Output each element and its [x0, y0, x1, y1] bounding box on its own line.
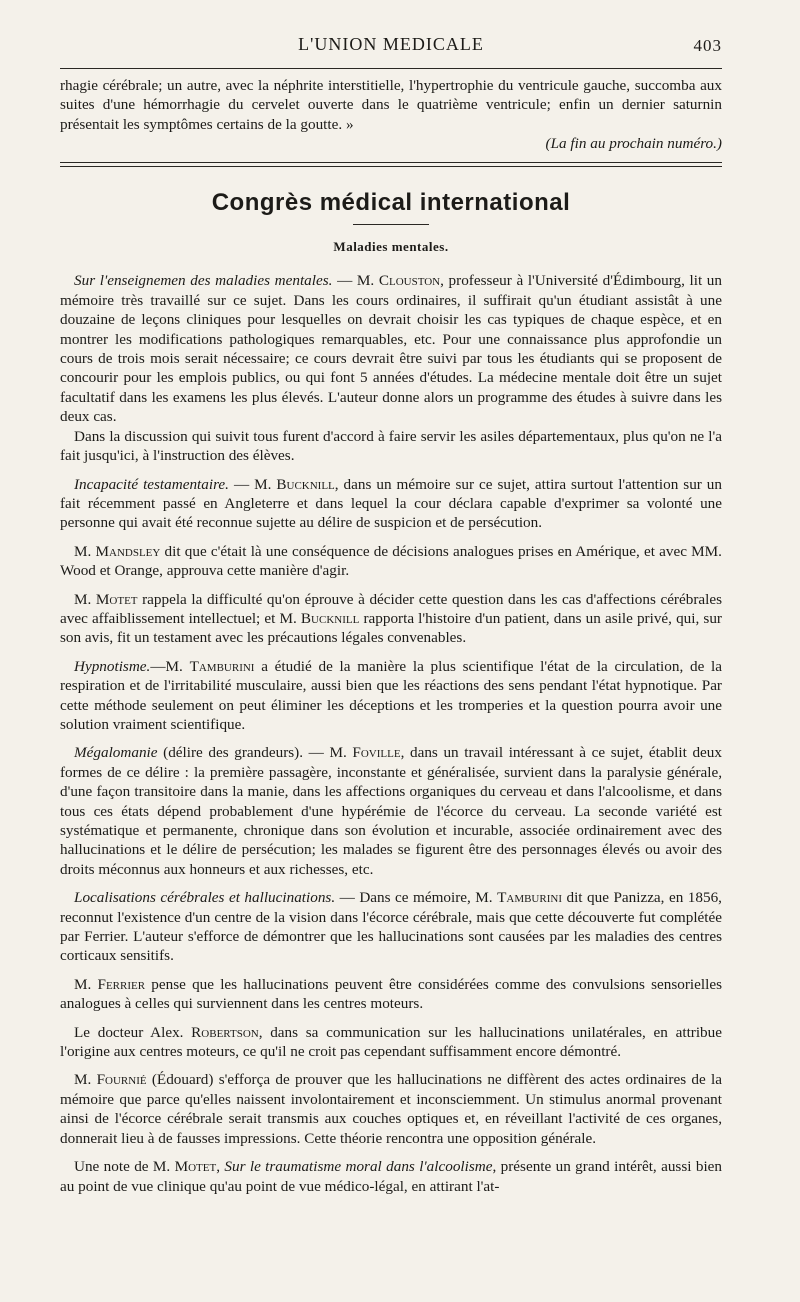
entry-enseignement [60, 271, 722, 465]
paragraph-prefix: M. [74, 1071, 97, 1089]
work-title: Sur le traumatisme moral dans l'alcoolisme [224, 1158, 493, 1176]
paragraph-text: dit que Panizza, en 1856, reconnut l'existence d'un centre de la vision dans l'écorce cérébrale, mais que cette découverte fut complétée par Ferrier. L'auteur s'efforce de démontrer que les hallucinations sont causées par les maladies des centres corticaux sensitifs. [60, 889, 722, 965]
entry-incapacite [60, 475, 722, 533]
entry-motet-note [60, 1157, 722, 1196]
author-name: Mandsley [95, 542, 161, 560]
section-rule-top [60, 162, 722, 163]
paragraph-prefix: M. [74, 590, 96, 608]
paragraph-prefix: M. [74, 975, 98, 993]
paragraph-text: , dans un mémoire sur ce sujet, attira surtout l'attention sur un fait récemment passé en Angleterre et dans lequel la cour déclara capable d'exprimer sa volonté une personne qui avait été reconnue sujette au délire de suspicion et de persécution. [60, 475, 722, 532]
section-title: Congrès médical international [211, 188, 571, 216]
paragraph-lead: Hypnotisme. [74, 657, 151, 675]
entry-megalomanie [60, 743, 722, 879]
paragraph-lead: Sur l'enseignemen des maladies mentales. [74, 272, 333, 290]
paragraph-dash: — Dans ce mémoire, M. [335, 889, 498, 907]
paragraph-dash: — M. [228, 475, 277, 493]
page-header [60, 32, 722, 62]
paragraph-motet [60, 590, 722, 648]
header-rule [60, 68, 722, 69]
paragraph-megalomanie [60, 743, 722, 879]
paragraph-lead: Incapacité testamentaire. [74, 475, 229, 493]
section-heading [60, 188, 722, 257]
paragraph-enseignement [60, 271, 722, 426]
page-body [60, 76, 722, 1205]
paragraph-prefix: Le docteur Alex. [74, 1023, 192, 1041]
running-title: L'UNION MEDICALE [298, 34, 484, 54]
author-name: Robertson [191, 1023, 259, 1041]
paragraph-prefix: M. [74, 542, 96, 560]
paragraph-text: (Édouard) s'efforça de prouver que les hallucinations ne diffèrent des actes ordinaires de la mémoire que parce qu'elles naissent involontairement et inconsciemment. Un stimulus anormal provenant ainsi de l'écorce cérébrale serait transmis aux couches optiques et, en réveillant l'activité de ces organes, donnerait lieu à de fausses impressions. Cette théorie rencontra une opposition générale. [60, 1071, 722, 1147]
paragraph-prefix: Une note de M. [74, 1158, 175, 1176]
paragraph-text: , présente un grand intérêt, aussi bien au point de vue clinique qu'au point de vue médico-légal, en attirant l'at- [60, 1158, 722, 1195]
section-rule-bottom [60, 166, 722, 167]
entry-robertson [60, 1023, 722, 1062]
author-name: Bucknill [276, 475, 335, 493]
paragraph-mandsley [60, 542, 722, 581]
author-name: Motet [95, 590, 138, 608]
section-subtitle: Maladies mentales. [333, 239, 449, 255]
entry-localisations [60, 888, 722, 966]
paragraph-dash: (délire des grandeurs). — M. [157, 744, 353, 762]
paragraph-hypnotisme [60, 657, 722, 735]
paragraph-robertson [60, 1023, 722, 1062]
intro-paragraph: rhagie cérébrale; un autre, avec la néphrite interstitielle, l'hypertrophie du ventricule gauche, succomba aux suites d'une hémorrhagie du cervelet ouverte dans le quatrième ventricule; enfin un dernier saturnin présentait les symptômes certains de la goutte. » [60, 77, 722, 133]
paragraph-fournie [60, 1070, 722, 1148]
paragraph-localisations [60, 888, 722, 966]
paragraph-dash: —M. [150, 657, 190, 675]
paragraph-ferrier [60, 975, 722, 1014]
paragraph-incapacite [60, 475, 722, 533]
author-name: Fournié [96, 1071, 147, 1089]
paragraph-punct: , [216, 1158, 225, 1176]
paragraph-dash: — M. [332, 272, 379, 290]
entry-mandsley [60, 542, 722, 581]
paragraph-text: rappela la difficulté qu'on éprouve à décider cette question dans les cas d'affections cérébrales avec affaiblissement intellectuel; et M. [60, 590, 722, 627]
author-name: Tamburini [497, 889, 562, 907]
continuation-note: (La fin au prochain numéro.) [545, 135, 722, 153]
entry-fournie [60, 1070, 722, 1148]
paragraph-text: rapporta l'histoire d'un patient, dans un asile privé, qui, sur son avis, fit un testament avec les précautions légales convenables. [60, 609, 722, 647]
paragraph-text: , dans sa communication sur les hallucinations unilatérales, en attribue l'origine aux centres moteurs, ce qu'il ne croit pas cependant suffisamment encore démontré. [60, 1023, 722, 1061]
paragraph-text: a étudié de la manière la plus scientifique l'état de la circulation, de la respiration et de l'irritabilité musculaire, aussi bien que les réactions des sens pendant l'état hypnotique. Par cette méthode seulement on peut éliminer les déceptions et les tromperies et la question pourra avoir une solution vraiment scientifique. [60, 657, 722, 733]
author-name: Tamburini [189, 657, 255, 675]
page-number: 403 [693, 36, 722, 55]
entry-ferrier [60, 975, 722, 1014]
paragraph-discussion: Dans la discussion qui suivit tous furent d'accord à faire servir les asiles départementaux, plus qu'on ne l'a fait jusqu'ici, à l'instruction des élèves. [60, 427, 722, 465]
paragraph-lead: Mégalomanie [74, 744, 158, 762]
author-name: Clouston [378, 272, 441, 290]
author-name: Motet [174, 1158, 217, 1176]
paragraph-lead: Localisations cérébrales et hallucinations. [74, 889, 336, 907]
title-divider [353, 224, 429, 225]
entry-motet [60, 590, 722, 648]
author-name: Ferrier [97, 975, 146, 993]
author-name: Foville [352, 744, 401, 762]
paragraph-text: dit que c'était là une conséquence de décisions analogues prises en Amérique, et avec MM. Wood et Orange, approuva cette manière d'agir. [60, 542, 722, 580]
entry-hypnotisme [60, 657, 722, 735]
paragraph-motet-note [60, 1157, 722, 1196]
paragraph-text: , dans un travail intéressant à ce sujet, établit deux formes de ce délire : la première passagère, inconstante et généralisée, survient dans la paralysie générale, d'une façon transitoire dans la manie, dans les affections organiques du cerveau et dans l'alcoolisme, et dans tous ces états dépend probablement d'une hypérémie de l'écorce du cerveau. La seconde variété est systématique et permanente, chronique dans son évolution et incurable, associée ordinairement avec des hallucinations et le délire de persécution; les malades se figurent être des personnages élevés ou avoir des droits méconnus aux honneurs et aux richesses, etc. [60, 744, 722, 878]
author-name: Bucknill [300, 609, 360, 627]
paragraph-text: , professeur à l'Université d'Édimbourg, lit un mémoire très travaillé sur ce sujet. Dans les cours ordinaires, il suffirait qu'un étudiant assistât à une douzaine de leçons cliniques pour lesquelles on devrait choisir les cas typiques de chaque espèce, et en montrer les modifications pathologiques remarquables, etc. Pour une connaissance plus approfondie un cours de trois mois serait nécessaire; ce cours devrait être suivi par tous les étudiants qui se proposent de concourir pour les emplois publics, ou qui font 5 années d'études. La médecine mentale doit être un sujet facultatif dans les examens les plus élevés. L'auteur donne alors un programme des études à suivre dans les deux cas. [60, 272, 722, 426]
paragraph-text: pense que les hallucinations peuvent être considérées comme des convulsions sensorielles analogues à celles qui surviennent dans les centres moteurs. [60, 975, 722, 1013]
